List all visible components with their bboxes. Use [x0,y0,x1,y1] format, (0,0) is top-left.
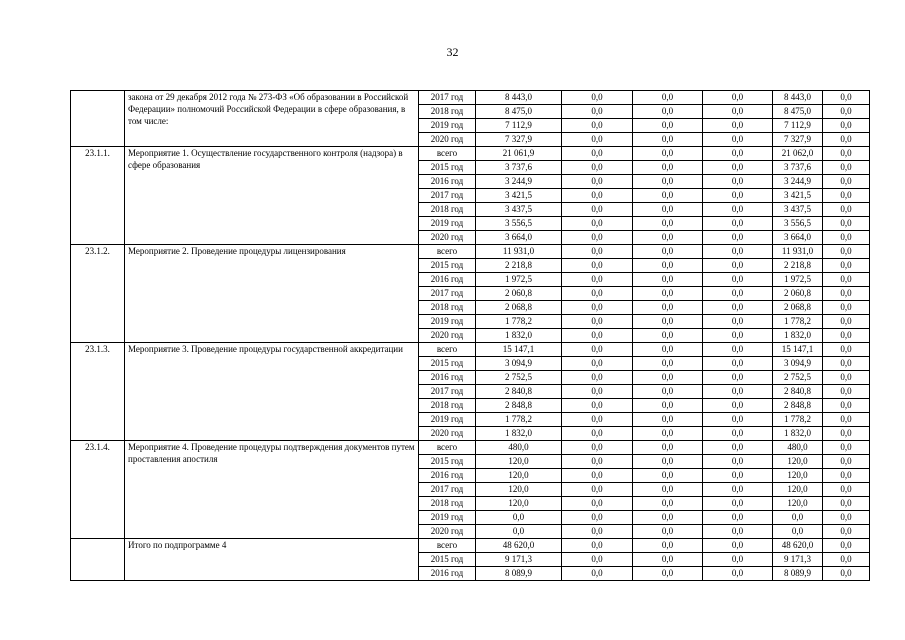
regional-cell: 0,0 [633,259,703,273]
other-cell: 120,0 [773,483,823,497]
regional-cell: 0,0 [633,245,703,259]
local-cell: 0,0 [703,119,773,133]
other-cell: 1 832,0 [773,427,823,441]
total-cell: 480,0 [476,441,562,455]
local-cell: 0,0 [703,203,773,217]
period-cell: 2015 год [419,259,476,273]
total-cell: 2 068,8 [476,301,562,315]
period-cell: 2018 год [419,399,476,413]
extra-cell: 0,0 [823,441,870,455]
period-cell: 2018 год [419,203,476,217]
regional-cell: 0,0 [633,469,703,483]
item-code: 23.1.2. [71,245,125,343]
total-cell: 2 752,5 [476,371,562,385]
local-cell: 0,0 [703,469,773,483]
local-cell: 0,0 [703,273,773,287]
total-cell: 8 443,0 [476,91,562,105]
period-cell: 2019 год [419,511,476,525]
extra-cell: 0,0 [823,245,870,259]
federal-cell: 0,0 [562,273,633,287]
local-cell: 0,0 [703,133,773,147]
other-cell: 2 060,8 [773,287,823,301]
extra-cell: 0,0 [823,455,870,469]
period-cell: всего [419,147,476,161]
local-cell: 0,0 [703,301,773,315]
period-cell: 2019 год [419,217,476,231]
other-cell: 8 475,0 [773,105,823,119]
regional-cell: 0,0 [633,371,703,385]
item-code [71,91,125,147]
regional-cell: 0,0 [633,273,703,287]
extra-cell: 0,0 [823,399,870,413]
extra-cell: 0,0 [823,273,870,287]
other-cell: 48 620,0 [773,539,823,553]
federal-cell: 0,0 [562,329,633,343]
extra-cell: 0,0 [823,357,870,371]
other-cell: 2 752,5 [773,371,823,385]
total-cell: 1 972,5 [476,273,562,287]
total-cell: 3 556,5 [476,217,562,231]
federal-cell: 0,0 [562,231,633,245]
local-cell: 0,0 [703,231,773,245]
total-cell: 9 171,3 [476,553,562,567]
total-cell: 48 620,0 [476,539,562,553]
federal-cell: 0,0 [562,483,633,497]
local-cell: 0,0 [703,511,773,525]
local-cell: 0,0 [703,483,773,497]
federal-cell: 0,0 [562,105,633,119]
period-cell: всего [419,343,476,357]
local-cell: 0,0 [703,161,773,175]
extra-cell: 0,0 [823,147,870,161]
regional-cell: 0,0 [633,441,703,455]
regional-cell: 0,0 [633,189,703,203]
total-cell: 1 778,2 [476,413,562,427]
period-cell: 2018 год [419,301,476,315]
period-cell: 2017 год [419,483,476,497]
extra-cell: 0,0 [823,343,870,357]
federal-cell: 0,0 [562,217,633,231]
regional-cell: 0,0 [633,483,703,497]
total-cell: 120,0 [476,497,562,511]
extra-cell: 0,0 [823,315,870,329]
total-cell: 3 421,5 [476,189,562,203]
extra-cell: 0,0 [823,105,870,119]
other-cell: 3 556,5 [773,217,823,231]
local-cell: 0,0 [703,385,773,399]
local-cell: 0,0 [703,91,773,105]
table-row [71,147,870,161]
regional-cell: 0,0 [633,553,703,567]
extra-cell: 0,0 [823,469,870,483]
other-cell: 0,0 [773,511,823,525]
extra-cell: 0,0 [823,231,870,245]
other-cell: 3 737,6 [773,161,823,175]
federal-cell: 0,0 [562,553,633,567]
item-name: закона от 29 декабря 2012 года № 273-ФЗ «Об образовании в Российской Федерации» полномочий Российской Федерации в сфере образования, в том числе: [125,91,419,147]
other-cell: 0,0 [773,525,823,539]
period-cell: 2017 год [419,91,476,105]
federal-cell: 0,0 [562,343,633,357]
item-name: Мероприятие 2. Проведение процедуры лицензирования [125,245,419,343]
other-cell: 3 664,0 [773,231,823,245]
local-cell: 0,0 [703,399,773,413]
total-cell: 2 848,8 [476,399,562,413]
table-row [71,343,870,357]
period-cell: 2016 год [419,175,476,189]
local-cell: 0,0 [703,287,773,301]
table-row [71,441,870,455]
federal-cell: 0,0 [562,385,633,399]
extra-cell: 0,0 [823,161,870,175]
federal-cell: 0,0 [562,539,633,553]
local-cell: 0,0 [703,455,773,469]
extra-cell: 0,0 [823,483,870,497]
total-cell: 0,0 [476,511,562,525]
total-cell: 7 327,9 [476,133,562,147]
total-cell: 3 437,5 [476,203,562,217]
regional-cell: 0,0 [633,287,703,301]
local-cell: 0,0 [703,147,773,161]
federal-cell: 0,0 [562,427,633,441]
federal-cell: 0,0 [562,161,633,175]
total-cell: 8 475,0 [476,105,562,119]
item-name: Мероприятие 4. Проведение процедуры подтверждения документов путем проставления апостиля [125,441,419,539]
total-cell: 120,0 [476,455,562,469]
extra-cell: 0,0 [823,175,870,189]
table-body [71,91,870,581]
extra-cell: 0,0 [823,511,870,525]
period-cell: 2020 год [419,427,476,441]
extra-cell: 0,0 [823,287,870,301]
period-cell: 2020 год [419,133,476,147]
federal-cell: 0,0 [562,455,633,469]
regional-cell: 0,0 [633,497,703,511]
other-cell: 1 778,2 [773,413,823,427]
local-cell: 0,0 [703,497,773,511]
local-cell: 0,0 [703,567,773,581]
item-name: Мероприятие 1. Осуществление государственного контроля (надзора) в сфере образования [125,147,419,245]
federal-cell: 0,0 [562,245,633,259]
other-cell: 11 931,0 [773,245,823,259]
total-cell: 3 664,0 [476,231,562,245]
other-cell: 120,0 [773,497,823,511]
period-cell: 2015 год [419,455,476,469]
federal-cell: 0,0 [562,133,633,147]
extra-cell: 0,0 [823,497,870,511]
regional-cell: 0,0 [633,203,703,217]
extra-cell: 0,0 [823,91,870,105]
other-cell: 2 840,8 [773,385,823,399]
period-cell: 2017 год [419,287,476,301]
period-cell: всего [419,245,476,259]
local-cell: 0,0 [703,357,773,371]
extra-cell: 0,0 [823,259,870,273]
local-cell: 0,0 [703,413,773,427]
total-cell: 2 060,8 [476,287,562,301]
regional-cell: 0,0 [633,91,703,105]
other-cell: 7 327,9 [773,133,823,147]
regional-cell: 0,0 [633,147,703,161]
regional-cell: 0,0 [633,175,703,189]
total-cell: 7 112,9 [476,119,562,133]
local-cell: 0,0 [703,217,773,231]
other-cell: 3 437,5 [773,203,823,217]
period-cell: 2020 год [419,231,476,245]
regional-cell: 0,0 [633,357,703,371]
total-cell: 21 061,9 [476,147,562,161]
federal-cell: 0,0 [562,147,633,161]
item-code: 23.1.4. [71,441,125,539]
federal-cell: 0,0 [562,399,633,413]
period-cell: 2016 год [419,567,476,581]
extra-cell: 0,0 [823,301,870,315]
other-cell: 1 972,5 [773,273,823,287]
total-cell: 120,0 [476,469,562,483]
federal-cell: 0,0 [562,469,633,483]
budget-table [70,90,870,581]
federal-cell: 0,0 [562,371,633,385]
federal-cell: 0,0 [562,203,633,217]
federal-cell: 0,0 [562,91,633,105]
local-cell: 0,0 [703,105,773,119]
local-cell: 0,0 [703,427,773,441]
regional-cell: 0,0 [633,329,703,343]
federal-cell: 0,0 [562,511,633,525]
extra-cell: 0,0 [823,217,870,231]
regional-cell: 0,0 [633,455,703,469]
federal-cell: 0,0 [562,301,633,315]
regional-cell: 0,0 [633,105,703,119]
total-cell: 3 244,9 [476,175,562,189]
extra-cell: 0,0 [823,119,870,133]
item-code: 23.1.3. [71,343,125,441]
regional-cell: 0,0 [633,511,703,525]
other-cell: 21 062,0 [773,147,823,161]
period-cell: всего [419,539,476,553]
other-cell: 8 443,0 [773,91,823,105]
local-cell: 0,0 [703,525,773,539]
local-cell: 0,0 [703,315,773,329]
total-cell: 2 840,8 [476,385,562,399]
page-number: 32 [446,45,459,59]
period-cell: 2019 год [419,315,476,329]
other-cell: 480,0 [773,441,823,455]
extra-cell: 0,0 [823,525,870,539]
item-name: Мероприятие 3. Проведение процедуры государственной аккредитации [125,343,419,441]
regional-cell: 0,0 [633,539,703,553]
other-cell: 2 218,8 [773,259,823,273]
total-cell: 11 931,0 [476,245,562,259]
item-code: 23.1.1. [71,147,125,245]
period-cell: 2020 год [419,329,476,343]
federal-cell: 0,0 [562,357,633,371]
period-cell: 2015 год [419,553,476,567]
federal-cell: 0,0 [562,315,633,329]
other-cell: 120,0 [773,455,823,469]
other-cell: 2 848,8 [773,399,823,413]
total-cell: 0,0 [476,525,562,539]
regional-cell: 0,0 [633,427,703,441]
period-cell: 2018 год [419,497,476,511]
extra-cell: 0,0 [823,189,870,203]
total-cell: 120,0 [476,483,562,497]
other-cell: 2 068,8 [773,301,823,315]
period-cell: 2019 год [419,413,476,427]
total-cell: 1 832,0 [476,329,562,343]
federal-cell: 0,0 [562,497,633,511]
total-cell: 2 218,8 [476,259,562,273]
extra-cell: 0,0 [823,413,870,427]
table-row [71,539,870,553]
other-cell: 8 089,9 [773,567,823,581]
regional-cell: 0,0 [633,525,703,539]
regional-cell: 0,0 [633,315,703,329]
local-cell: 0,0 [703,441,773,455]
local-cell: 0,0 [703,175,773,189]
federal-cell: 0,0 [562,175,633,189]
regional-cell: 0,0 [633,385,703,399]
federal-cell: 0,0 [562,119,633,133]
other-cell: 15 147,1 [773,343,823,357]
other-cell: 1 832,0 [773,329,823,343]
regional-cell: 0,0 [633,301,703,315]
period-cell: 2018 год [419,105,476,119]
regional-cell: 0,0 [633,413,703,427]
extra-cell: 0,0 [823,385,870,399]
regional-cell: 0,0 [633,217,703,231]
regional-cell: 0,0 [633,343,703,357]
regional-cell: 0,0 [633,161,703,175]
period-cell: 2016 год [419,469,476,483]
local-cell: 0,0 [703,189,773,203]
federal-cell: 0,0 [562,287,633,301]
other-cell: 7 112,9 [773,119,823,133]
local-cell: 0,0 [703,245,773,259]
local-cell: 0,0 [703,371,773,385]
other-cell: 120,0 [773,469,823,483]
regional-cell: 0,0 [633,567,703,581]
other-cell: 3 244,9 [773,175,823,189]
regional-cell: 0,0 [633,119,703,133]
federal-cell: 0,0 [562,567,633,581]
regional-cell: 0,0 [633,231,703,245]
local-cell: 0,0 [703,539,773,553]
regional-cell: 0,0 [633,399,703,413]
local-cell: 0,0 [703,553,773,567]
extra-cell: 0,0 [823,329,870,343]
other-cell: 3 094,9 [773,357,823,371]
table-row [71,91,870,105]
item-code [71,539,125,581]
period-cell: 2015 год [419,357,476,371]
federal-cell: 0,0 [562,441,633,455]
table-row [71,245,870,259]
local-cell: 0,0 [703,329,773,343]
period-cell: 2016 год [419,371,476,385]
extra-cell: 0,0 [823,133,870,147]
extra-cell: 0,0 [823,567,870,581]
period-cell: 2016 год [419,273,476,287]
federal-cell: 0,0 [562,259,633,273]
total-cell: 1 778,2 [476,315,562,329]
total-cell: 3 737,6 [476,161,562,175]
total-cell: 1 832,0 [476,427,562,441]
local-cell: 0,0 [703,343,773,357]
extra-cell: 0,0 [823,371,870,385]
period-cell: 2019 год [419,119,476,133]
other-cell: 3 421,5 [773,189,823,203]
total-cell: 8 089,9 [476,567,562,581]
federal-cell: 0,0 [562,189,633,203]
period-cell: 2017 год [419,189,476,203]
extra-cell: 0,0 [823,203,870,217]
regional-cell: 0,0 [633,133,703,147]
federal-cell: 0,0 [562,525,633,539]
extra-cell: 0,0 [823,539,870,553]
item-name: Итого по подпрограмме 4 [125,539,419,581]
total-cell: 3 094,9 [476,357,562,371]
other-cell: 9 171,3 [773,553,823,567]
total-cell: 15 147,1 [476,343,562,357]
other-cell: 1 778,2 [773,315,823,329]
period-cell: 2015 год [419,161,476,175]
extra-cell: 0,0 [823,553,870,567]
local-cell: 0,0 [703,259,773,273]
federal-cell: 0,0 [562,413,633,427]
period-cell: всего [419,441,476,455]
period-cell: 2017 год [419,385,476,399]
period-cell: 2020 год [419,525,476,539]
extra-cell: 0,0 [823,427,870,441]
